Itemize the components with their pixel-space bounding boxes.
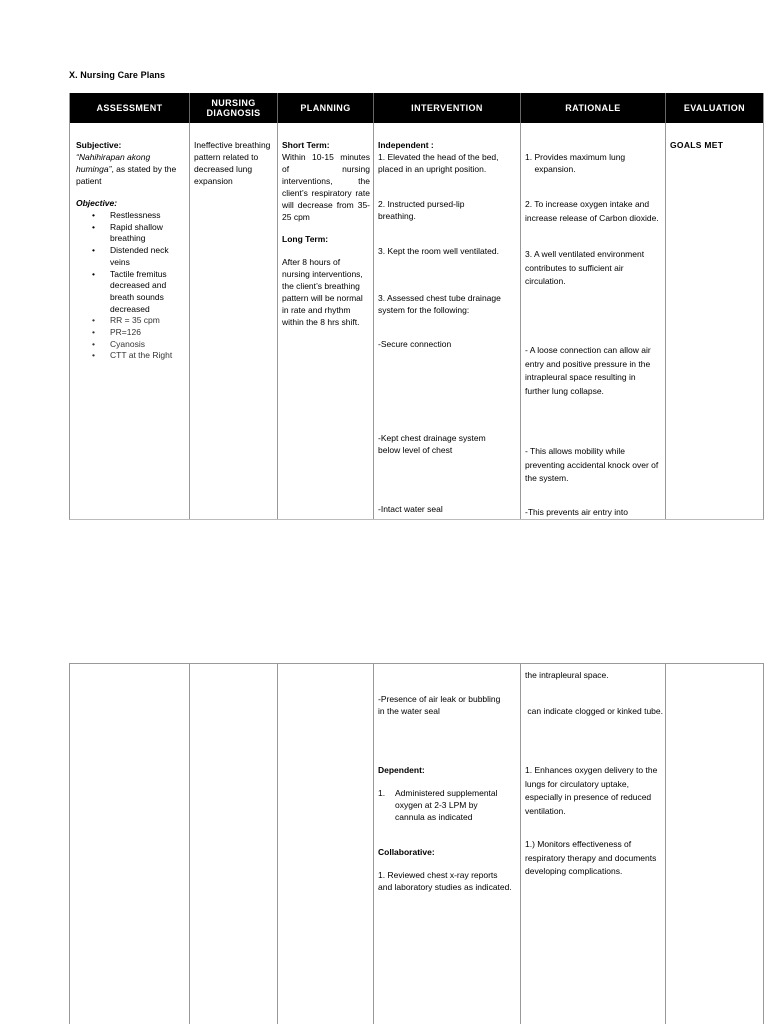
dependent-label: Dependent: — [378, 765, 425, 775]
assessment-column — [70, 93, 190, 519]
collaborative-label: Collaborative: — [378, 847, 435, 857]
nursing-diagnosis-column — [190, 93, 278, 519]
short-term-goal: Within 10-15 minutes of nursing interventions, the client’s respiratory rate will decrease from 35-25 cpm — [282, 152, 373, 222]
subjective-statement — [76, 151, 184, 187]
evaluation-column — [666, 93, 763, 519]
long-term-goal: After 8 hours of nursing interventions, the client’s breathing pattern will be normal in rate and rhythm within the 8 hrs shift. — [282, 257, 366, 327]
table-header — [70, 93, 763, 123]
intervention-column-continued — [374, 664, 521, 1024]
list-item: • PR=126 — [76, 327, 176, 339]
subjective-quote: “Nahihirapan akong huminga” — [76, 152, 153, 174]
assessment-column-continued — [70, 664, 190, 1024]
header-rationale: RATIONALE — [521, 93, 666, 123]
list-item: • Cyanosis — [76, 339, 176, 351]
list-item: • Tactile fremitus decreased and breath sounds decreased — [76, 269, 176, 316]
list-item: • Distended neck veins — [76, 245, 176, 268]
intervention-item: -Intact water seal — [378, 504, 443, 514]
intervention-item: 1. Elevated the head of the bed, placed in an upright position. — [378, 152, 501, 174]
rationale-item: 3. A well ventilated environment contributes to sufficient air circulation. — [525, 249, 647, 286]
care-plan-table-part-2 — [69, 663, 764, 1024]
subjective-attribution: , as stated by the patient — [76, 164, 179, 186]
collaborative-item: 1. Reviewed chest x-ray reports and laboratory studies as indicated. — [378, 870, 512, 892]
rationale-item: - A loose connection can allow air entry and positive pressure in the intrapleural space resulting in further lung collapse. — [525, 345, 654, 396]
rationale-column-continued — [521, 664, 666, 1024]
rationale-column — [521, 93, 666, 519]
list-item: • Restlessness — [76, 210, 176, 222]
header-evaluation: EVALUATION — [683, 103, 746, 113]
short-term-label: Short Term: — [282, 140, 330, 150]
rationale-item: can indicate clogged or kinked tube. — [525, 706, 663, 716]
rationale-item: -This prevents air entry into — [525, 507, 628, 517]
evaluation-column-continued — [666, 664, 763, 1024]
independent-label: Independent : — [378, 140, 434, 150]
header-intervention: INTERVENTION — [374, 93, 521, 123]
long-term-label: Long Term: — [282, 234, 329, 244]
intervention-item: 3. Kept the room well ventilated. — [378, 246, 499, 256]
section-title: X. Nursing Care Plans — [69, 70, 166, 80]
rationale-item: the intrapleural space. — [525, 670, 609, 680]
list-item: • RR = 35 cpm — [76, 315, 176, 327]
intervention-item: 3. Assessed chest tube drainage system for the following: — [378, 293, 504, 315]
intervention-item: -Secure connection — [378, 339, 452, 349]
objective-label: Objective: — [76, 198, 118, 208]
objective-list — [76, 210, 176, 362]
dependent-item: Administered supplemental oxygen at 2-3 LPM by cannula as indicated — [395, 788, 500, 822]
diagnosis-text: Ineffective breathing pattern related to decreased lung expansion — [194, 140, 273, 186]
intervention-item: 2. Instructed pursed-lip breathing. — [378, 199, 467, 221]
list-item: • CTT at the Right — [76, 350, 176, 362]
nursing-diagnosis-column-continued — [190, 664, 278, 1024]
header-planning: PLANNING — [278, 93, 374, 123]
evaluation-status: GOALS MET — [670, 140, 724, 150]
planning-column-continued — [278, 664, 374, 1024]
header-assessment: ASSESSMENT — [70, 93, 190, 123]
list-item: • Rapid shallow breathing — [76, 222, 176, 245]
rationale-item: 2. To increase oxygen intake and increase release of Carbon dioxide. — [525, 199, 659, 223]
header-nursing-diagnosis: NURSING DIAGNOSIS — [190, 93, 278, 123]
intervention-column — [374, 93, 521, 519]
intervention-item: -Presence of air leak or bubbling in the water seal — [378, 694, 503, 716]
care-plan-table-part-1 — [69, 93, 764, 520]
rationale-item: 1.) Monitors effectiveness of respiratory therapy and documents developing complications. — [525, 839, 659, 876]
subjective-label: Subjective: — [76, 140, 122, 150]
rationale-item: 1. Enhances oxygen delivery to the lungs for circulatory uptake, especially in presence of reduced ventilation. — [525, 765, 660, 816]
rationale-item: 1. Provides maximum lung expansion. — [525, 152, 626, 174]
planning-column — [278, 93, 374, 519]
intervention-item: -Kept chest drainage system below level of chest — [378, 433, 489, 455]
rationale-item: - This allows mobility while preventing accidental knock over of the system. — [525, 446, 661, 483]
dependent-item-number: 1. — [378, 788, 386, 798]
